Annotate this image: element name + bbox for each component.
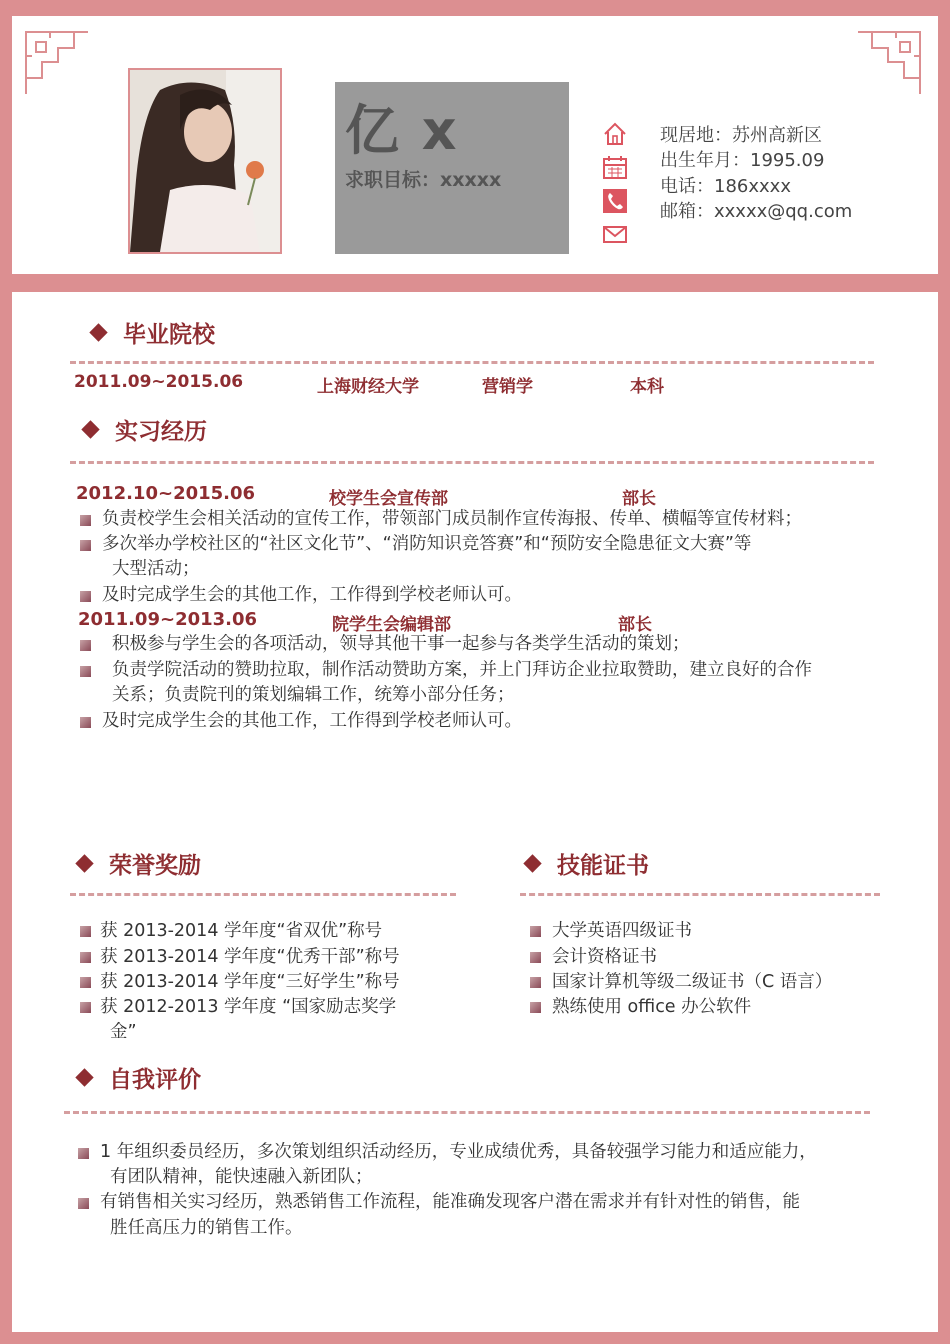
section-heading-skills: 技能证书 <box>526 847 649 880</box>
list-item: 多次举办学校社区的“社区文化节”、“消防知识竞答赛”和“预防安全隐患征文大赛”等 <box>102 534 752 554</box>
candidate-name: 亿 x <box>345 99 459 162</box>
list-item-continued: 金” <box>110 1022 137 1042</box>
diamond-icon <box>89 323 107 341</box>
list-item: 有销售相关实习经历，熟悉销售工作流程，能准确发现客户潜在需求并有针对性的销售，能 <box>100 1192 800 1212</box>
bullet-icon <box>530 926 541 937</box>
list-item: 负责学院活动的赞助拉取，制作活动赞助方案，并上门拜访企业拉取赞助，建立良好的合作 <box>112 660 812 680</box>
list-item: 大学英语四级证书 <box>552 921 692 941</box>
divider <box>70 893 456 896</box>
contact-location: 现居地：苏州高新区 <box>660 125 822 146</box>
divider <box>70 361 874 364</box>
list-item: 获 2013-2014 学年度“省双优”称号 <box>100 921 383 941</box>
section-heading-self-eval: 自我评价 <box>78 1061 201 1094</box>
list-item-continued: 有团队精神，能快速融入新团队； <box>110 1167 373 1187</box>
bullet-icon <box>78 1148 89 1159</box>
bullet-icon <box>80 952 91 963</box>
edu-degree: 本科 <box>630 377 664 397</box>
list-item: 熟练使用 office 办公软件 <box>552 997 752 1017</box>
corner-ornament-right-icon <box>854 28 924 96</box>
bullet-icon <box>80 515 91 526</box>
portrait-image <box>130 70 280 252</box>
list-item: 国家计算机等级二级证书（C 语言） <box>552 972 833 992</box>
bullet-icon <box>530 1002 541 1013</box>
contact-phone: 电话：186xxxx <box>660 176 791 197</box>
edu-major: 营销学 <box>482 377 533 397</box>
list-item: 1 年组织委员经历，多次策划组织活动经历，专业成绩优秀，具备较强学习能力和适应能力， <box>100 1142 817 1162</box>
list-item: 负责校学生会相关活动的宣传工作，带领部门成员制作宣传海报、传单、横幅等宣传材料； <box>102 509 802 529</box>
list-item-continued: 胜任高压力的销售工作。 <box>110 1218 303 1238</box>
contact-email: 邮箱：xxxxx@qq.com <box>660 201 853 222</box>
contact-birth: 出生年月：1995.09 <box>660 150 825 171</box>
list-item: 积极参与学生会的各项活动，领导其他干事一起参与各类学生活动的策划； <box>112 634 690 654</box>
divider <box>64 1111 870 1114</box>
divider <box>70 461 874 464</box>
diamond-icon <box>75 1068 93 1086</box>
job-org: 校学生会宣传部 <box>329 489 448 509</box>
list-item: 会计资格证书 <box>552 947 657 967</box>
edu-period: 2011.09~2015.06 <box>74 372 244 392</box>
section-heading-honors: 荣誉奖励 <box>78 847 201 880</box>
job-period: 2011.09~2013.06 <box>78 609 258 630</box>
diamond-icon <box>81 420 99 438</box>
frame-notch <box>0 274 12 286</box>
list-item: 及时完成学生会的其他工作，工作得到学校老师认可。 <box>102 711 522 731</box>
edu-school: 上海财经大学 <box>317 377 419 397</box>
diamond-icon <box>75 854 93 872</box>
profile-photo <box>128 68 282 254</box>
section-heading-internship: 实习经历 <box>84 413 207 446</box>
bullet-icon <box>80 977 91 988</box>
diamond-icon <box>523 854 541 872</box>
list-item: 及时完成学生会的其他工作，工作得到学校老师认可。 <box>102 585 522 605</box>
list-item-continued: 大型活动； <box>112 559 200 579</box>
section-heading-education: 毕业院校 <box>92 316 215 349</box>
bullet-icon <box>80 640 91 651</box>
job-role: 部长 <box>618 615 652 635</box>
list-item: 获 2013-2014 学年度“优秀干部”称号 <box>100 947 400 967</box>
bullet-icon <box>80 1002 91 1013</box>
job-role: 部长 <box>622 489 656 509</box>
list-item: 获 2012-2013 学年度 “国家励志奖学 <box>100 997 397 1017</box>
divider <box>520 893 880 896</box>
list-item-continued: 关系；负责院刊的策划编辑工作，统筹小部分任务； <box>112 685 515 705</box>
job-org: 院学生会编辑部 <box>332 615 451 635</box>
job-objective: 求职目标：xxxxx <box>345 169 502 191</box>
bullet-icon <box>80 666 91 677</box>
calendar-icon <box>602 155 628 181</box>
bullet-icon <box>80 717 91 728</box>
list-item: 获 2013-2014 学年度“三好学生”称号 <box>100 972 400 992</box>
job-period: 2012.10~2015.06 <box>76 483 256 504</box>
bullet-icon <box>530 952 541 963</box>
frame-notch <box>938 274 950 286</box>
phone-icon <box>602 188 628 214</box>
mail-icon <box>602 221 628 247</box>
bullet-icon <box>80 540 91 551</box>
bullet-icon <box>80 591 91 602</box>
corner-ornament-left-icon <box>22 28 92 96</box>
bullet-icon <box>78 1198 89 1209</box>
bullet-icon <box>530 977 541 988</box>
home-icon <box>602 121 628 147</box>
bullet-icon <box>80 926 91 937</box>
